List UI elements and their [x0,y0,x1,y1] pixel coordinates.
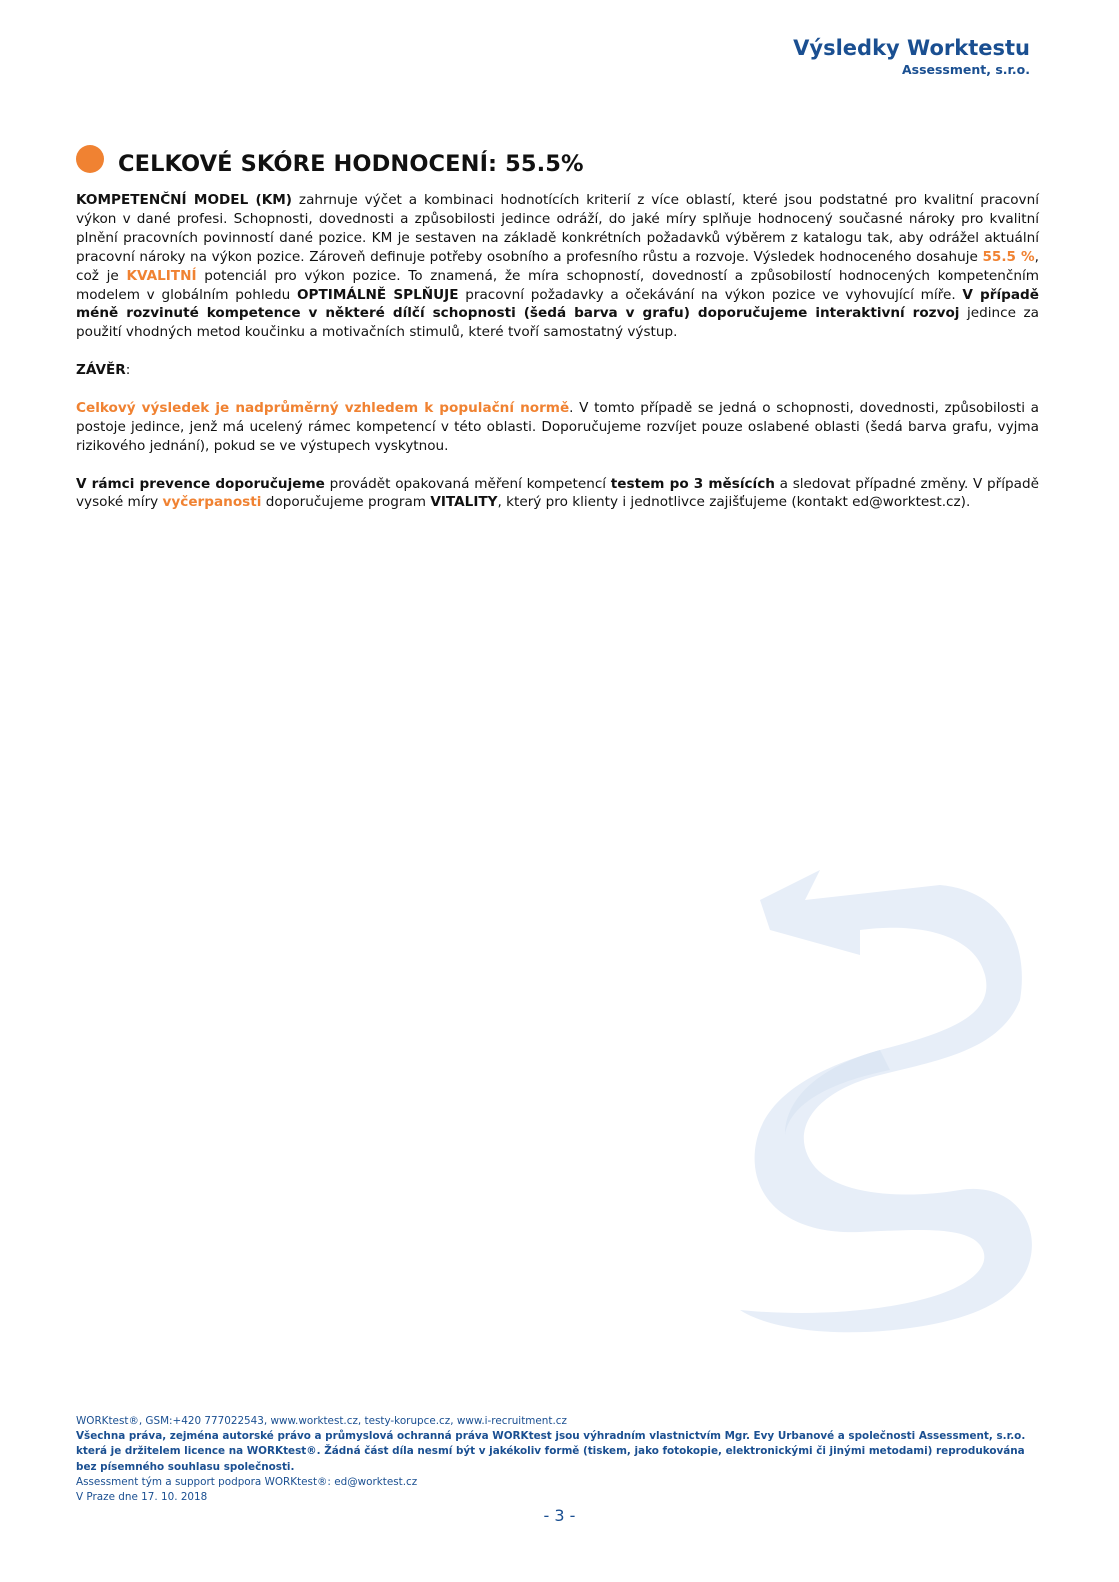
test-interval: testem po 3 měsících [610,475,775,492]
footer-contact: WORKtest®, GSM:+420 777022543, www.worktest.cz, testy-korupce.cz, www.i-recruitment.cz [76,1415,567,1427]
prevention-text: doporučujeme program [261,494,431,511]
footer-support: Assessment tým a support podpora WORKtest®: ed@worktest.cz [76,1475,418,1488]
competency-model-paragraph [76,191,1039,342]
result-paragraph [76,399,1039,456]
result-highlight: Celkový výsledek je nadprůměrný vzhledem k populační normě [76,399,570,416]
page-footer [76,1414,1039,1505]
score-value: 55.5 % [982,248,1035,265]
prevention-lead: V rámci prevence doporučujeme [76,475,325,492]
exhaustion-label: vyčerpanosti [162,494,262,511]
report-content [76,191,1039,512]
fit-label: OPTIMÁLNĚ SPLŇUJE [296,286,459,303]
km-text: pracovní požadavky a očekávání na výkon pozice ve vyhovující míře. [458,286,963,303]
page-number: - 3 - [543,1506,576,1525]
score-title: CELKOVÉ SKÓRE HODNOCENÍ: 55.5% [118,151,584,177]
conclusion-heading [76,361,1039,380]
km-text: zahrnuje výčet a kombinaci hodnotících kriterií z více oblastí, které jsou podstatné pro kvalitní pracovní výkon v dané profesi. Schopnosti, dovednosti a způsobilosti jedince odráží, do jaké míry splňuje hodnocený současné nároky pro kvalitní plnění pracovních povinností dané pozice. KM je sestaven na základě konkrétních požadavků výběrem z katalogu tak, aby odrážel aktuální pracovní nároky na výkon pozice. Zároveň definuje potřeby osobního a profesního růstu a rozvoje. Výsledek hodnoceného dosahuje [76,192,1039,265]
footer-date: V Praze dne 17. 10. 2018 [76,1491,208,1504]
page-header [793,34,1030,78]
header-title: Výsledky Worktestu [793,36,1030,60]
prevention-text: a sledovat případné změny. V případě vysoké míry [76,475,1039,511]
km-text: potenciál pro výkon pozice. To znamená, že míra schopností, dovedností a způsobilostí hodnocených kompetenčním modelem v globálním pohledu [76,267,1039,303]
header-subtitle: Assessment, s.r.o. [901,62,1030,77]
development-recommendation: V případě méně rozvinuté kompetence v některé dílčí schopnosti (šedá barva v grafu) doporučujeme interaktivní rozvoj [76,286,1039,322]
conclusion-label: ZÁVĚR [76,362,126,379]
prevention-text: , který pro klienty i jednotlivce zajišťujeme (kontakt ed@worktest.cz). [497,494,971,511]
score-bullet-icon [76,145,104,173]
worktest-logo-watermark [730,860,1050,1340]
footer-copyright: Všechna práva, zejména autorské právo a průmyslová ochranná práva WORKtest jsou výhradním vlastnictvím Mgr. Evy Urbanové a společnosti Assessment, s.r.o. která je držitelem licence na WORKtest®. Žádná část díla nesmí být v jakékoliv formě (tiskem, jako fotokopie, elektronickými či jinými metodami) reprodukována bez písemného souhlasu společnosti. [76,1430,1026,1473]
prevention-paragraph [76,475,1039,513]
result-text: . V tomto případě se jedná o schopnosti, dovednosti, způsobilosti a postoje jedince, jenž má ucelený rámec kompetencí v této oblasti. Doporučujeme rozvíjet pouze oslabené oblasti (šedá barva grafu, vyjma rizikového jednání), pokud se ve výstupech vyskytnou. [76,399,1039,454]
quality-label: KVALITNÍ [126,267,197,284]
conclusion-colon: : [125,362,131,379]
km-lead: KOMPETENČNÍ MODEL (KM) [76,192,293,208]
km-text: jedince za použití vhodných metod koučinku a motivačních stimulů, které tvoří samostatný výstup. [76,305,1040,341]
km-text: , což je [76,248,1039,284]
program-name: VITALITY [430,494,498,511]
prevention-text: provádět opakovaná měření kompetencí [324,475,611,492]
